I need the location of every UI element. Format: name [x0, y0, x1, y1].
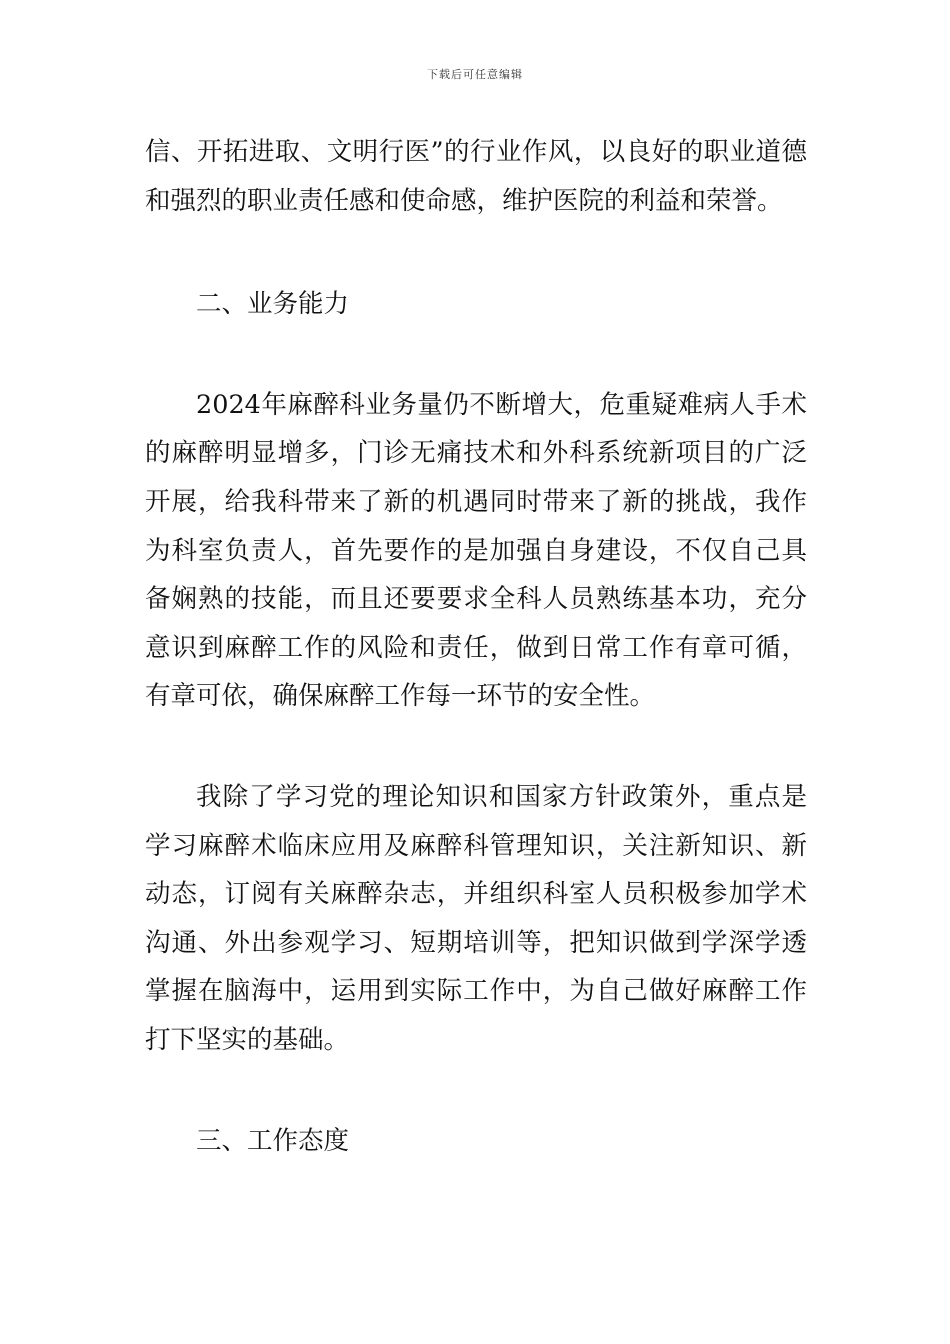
paragraph-spacer: [145, 225, 807, 280]
section-heading-business-ability: 二、业务能力: [196, 289, 350, 320]
paragraph-business-ability: 2024年麻醉科业务量仍不断增大，危重疑难病人手术的麻醉明显增多，门诊无痛技术和外科系统新项目的广泛开展，给我科带来了新的机遇同时带来了新的挑战，我作为科室负责人，首先要作的是加强自身建设，不仅自己具备娴熟的技能，而且还要要求全科人员熟练基本功，充分意识到麻醉工作的风险和责任，做到日常工作有章可循，有章可依，确保麻醉工作每一环节的安全性。: [145, 389, 807, 712]
header-note: 下载后可任意编辑: [427, 68, 523, 81]
document-body: [145, 128, 807, 1165]
paragraph-spacer: [145, 329, 807, 381]
paragraph-continuation: 信、开拓进取、文明行医”的行业作风，以良好的职业道德和强烈的职业责任感和使命感，维护医院的利益和荣誉。: [145, 137, 807, 216]
paragraph-study: 我除了学习党的理论知识和国家方针政策外，重点是学习麻醉术临床应用及麻醉科管理知识，关注新知识、新动态，订阅有关麻醉杂志，并组织科室人员积极参加学术沟通、外出参观学习、短期培训等，把知识做到学深学透掌握在脑海中，运用到实际工作中，为自己做好麻醉工作打下坚实的基础。: [145, 781, 807, 1055]
paragraph-spacer: [145, 1065, 807, 1117]
section-heading-work-attitude: 三、工作态度: [196, 1125, 350, 1156]
paragraph-spacer: [145, 721, 807, 773]
